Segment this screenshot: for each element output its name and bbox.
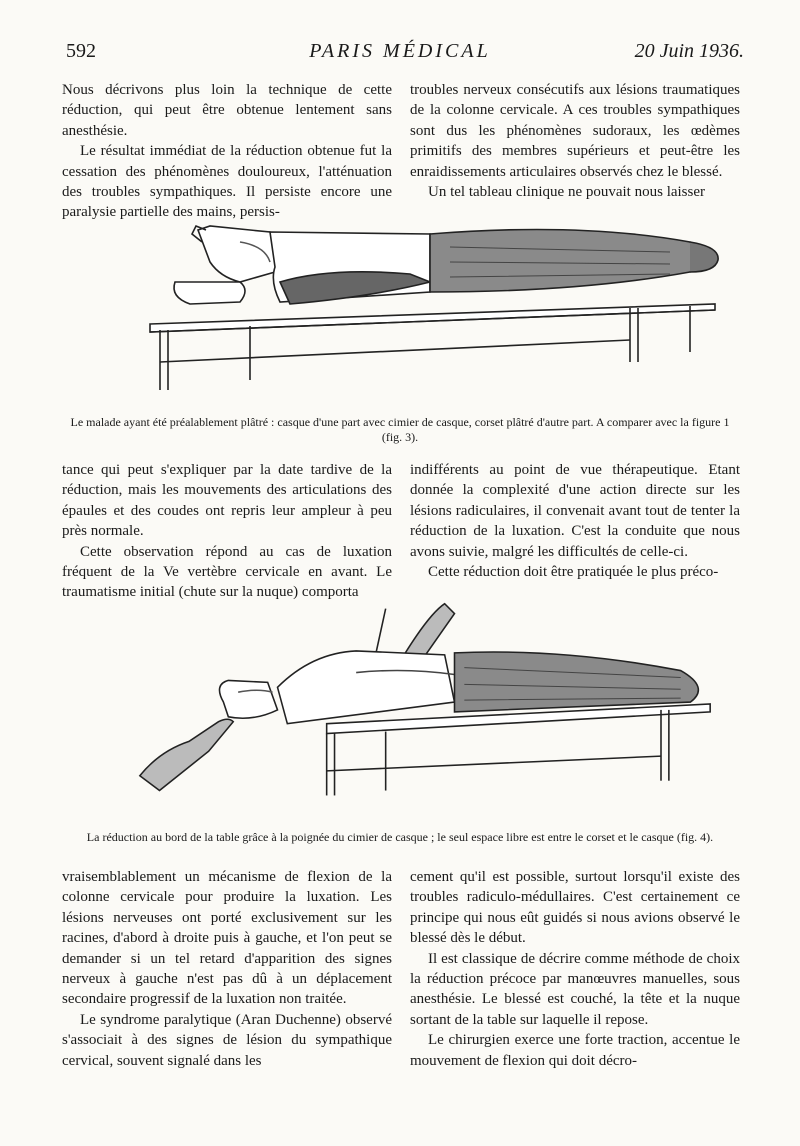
figure1-caption: Le malade ayant été préalablement plâtré : casque d'une part avec cimier de casque, corset plâtré d'autre part. A comparer avec la figure 1 (fig. 3).: [70, 415, 730, 444]
paragraph: Le chirurgien exerce une forte traction, accentue le mouvement de flexion qui doit décro-: [410, 1032, 740, 1069]
paragraph: vraisemblablement un mécanisme de flexion de la colonne cervicale pour produire la luxation. Les lésions nerveuses ont porté exclusivement sur les racines, d'abord à droite puis à gauche, et l'on peut se demander si un tel retard d'apparition des signes nerveux à gauche n'est pas dû à un déplacement secondaire progressif de la luxation non traitée.: [62, 869, 392, 1008]
paragraph: Cette réduction doit être pratiquée le plus préco-: [428, 564, 719, 581]
paragraph: tance qui peut s'expliquer par la date tardive de la réduction, mais les mouvements des articulations des épaules et des coudes ont repris leur ampleur à peu près normale.: [62, 462, 392, 540]
paragraph: Il est classique de décrire comme méthode de choix la réduction précoce par manœuvres manuelles, sous anesthésie. Le blessé est couché, la tête et la nuque sortant de la table sur laquelle il repose.: [410, 950, 740, 1028]
paragraph: Cette observation répond au cas de luxation fréquent de la Ve vertèbre cervicale en avant. Le traumatisme initial (chute sur la nuque) comporta: [62, 543, 392, 601]
paragraph: Nous décrivons plus loin la technique de cette réduction, qui peut être obtenue lentement sans anesthésie.: [62, 82, 392, 139]
paragraph: cement qu'il est possible, surtout lorsqu'il existe des troubles radiculo-médullaires. C'est certainement ce principe qui nous eût guidés si nous avions observé le blessé dès le début.: [410, 869, 740, 947]
running-header: [0, 40, 800, 70]
section3-right-column: [410, 867, 740, 1071]
section1-right-column: [410, 80, 740, 202]
journal-title: PARIS MÉDICAL: [309, 40, 491, 62]
section2-right-column: [410, 460, 740, 582]
section3-left-column: [62, 867, 392, 1071]
paragraph: Un tel tableau clinique ne pouvait nous laisser: [428, 184, 706, 201]
figure2-caption: La réduction au bord de la table grâce à la poignée du cimier de casque ; le seul espace libre est entre le corset et le casque (fig. 4).: [86, 830, 714, 844]
issue-date: 20 Juin 1936.: [634, 40, 744, 62]
paragraph: indifférents au point de vue thérapeutique. Etant donnée la complexité d'une action directe sur les lésions radiculaires, il convenait avant tout de tenter la réduction de la luxation. C'est la conduite que nous avons suivie, malgré les difficultés de celle-ci.: [410, 462, 740, 560]
paragraph: Le syndrome paralytique (Aran Duchenne) observé s'associait à des signes de lésion du sympathique cervical, souvent signalé dans les: [62, 1011, 392, 1069]
paragraph: Le résultat immédiat de la réduction obtenue fut la cessation des phénomènes douloureux, l'atténuation des troubles sympathiques. Il persiste encore une paralysie partielle des mains, persis-: [62, 143, 392, 221]
figure-patient-plaster-cast: [130, 212, 720, 407]
paragraph: troubles nerveux consécutifs aux lésions traumatiques de la colonne cervicale. A ces troubles sympathiques sont dus les phénomènes sudoraux, les œdèmes primitifs des membres supérieurs et peut-être les enraidissements articulaires observés chez le blessé.: [410, 82, 740, 180]
figure-reduction-at-table-edge: [130, 592, 720, 817]
section2-left-column: [62, 460, 392, 603]
page-number: 592: [66, 40, 96, 62]
section1-left-column: [62, 80, 392, 223]
